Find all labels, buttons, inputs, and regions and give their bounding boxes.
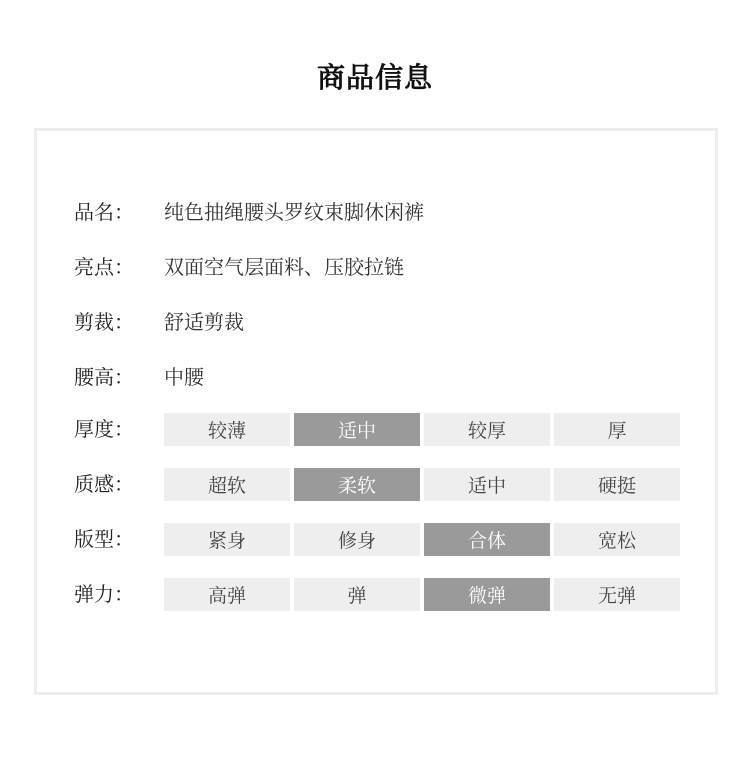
option-chip[interactable]: 宽松	[554, 523, 680, 556]
option-group	[164, 468, 680, 501]
row-label: 质感：	[74, 472, 134, 496]
option-chip[interactable]: 较薄	[164, 413, 290, 446]
option-row-texture	[74, 467, 680, 501]
option-group	[164, 578, 680, 611]
option-chip[interactable]: 超软	[164, 468, 290, 501]
row-label: 版型：	[74, 527, 134, 551]
info-row-name	[74, 195, 424, 229]
option-row-elasticity	[74, 577, 680, 611]
row-value: 中腰	[164, 365, 204, 389]
option-group	[164, 413, 680, 446]
row-label: 亮点：	[74, 255, 134, 279]
option-chip[interactable]: 适中	[424, 468, 550, 501]
row-label: 品名：	[74, 200, 134, 224]
option-group	[164, 523, 680, 556]
row-label: 厚度：	[74, 417, 134, 441]
row-label: 腰高：	[74, 365, 134, 389]
row-label: 弹力：	[74, 582, 134, 606]
row-value: 纯色抽绳腰头罗纹束脚休闲裤	[164, 200, 424, 224]
product-info-card	[34, 128, 718, 695]
option-chip-selected[interactable]: 微弹	[424, 578, 550, 611]
row-value: 双面空气层面料、压胶拉链	[164, 255, 404, 279]
option-chip-selected[interactable]: 合体	[424, 523, 550, 556]
info-row-highlight	[74, 250, 404, 284]
row-value: 舒适剪裁	[164, 310, 244, 334]
option-row-fit	[74, 522, 680, 556]
option-chip[interactable]: 厚	[554, 413, 680, 446]
option-chip-selected[interactable]: 柔软	[294, 468, 420, 501]
option-chip[interactable]: 硬挺	[554, 468, 680, 501]
option-row-thickness	[74, 412, 680, 446]
option-chip[interactable]: 修身	[294, 523, 420, 556]
option-chip-selected[interactable]: 适中	[294, 413, 420, 446]
option-chip[interactable]: 无弹	[554, 578, 680, 611]
option-chip[interactable]: 较厚	[424, 413, 550, 446]
option-chip[interactable]: 紧身	[164, 523, 290, 556]
info-row-waist	[74, 360, 204, 394]
page-title: 商品信息	[316, 61, 433, 94]
row-label: 剪裁：	[74, 310, 134, 334]
info-row-cut	[74, 305, 244, 339]
option-chip[interactable]: 弹	[294, 578, 420, 611]
option-chip[interactable]: 高弹	[164, 578, 290, 611]
